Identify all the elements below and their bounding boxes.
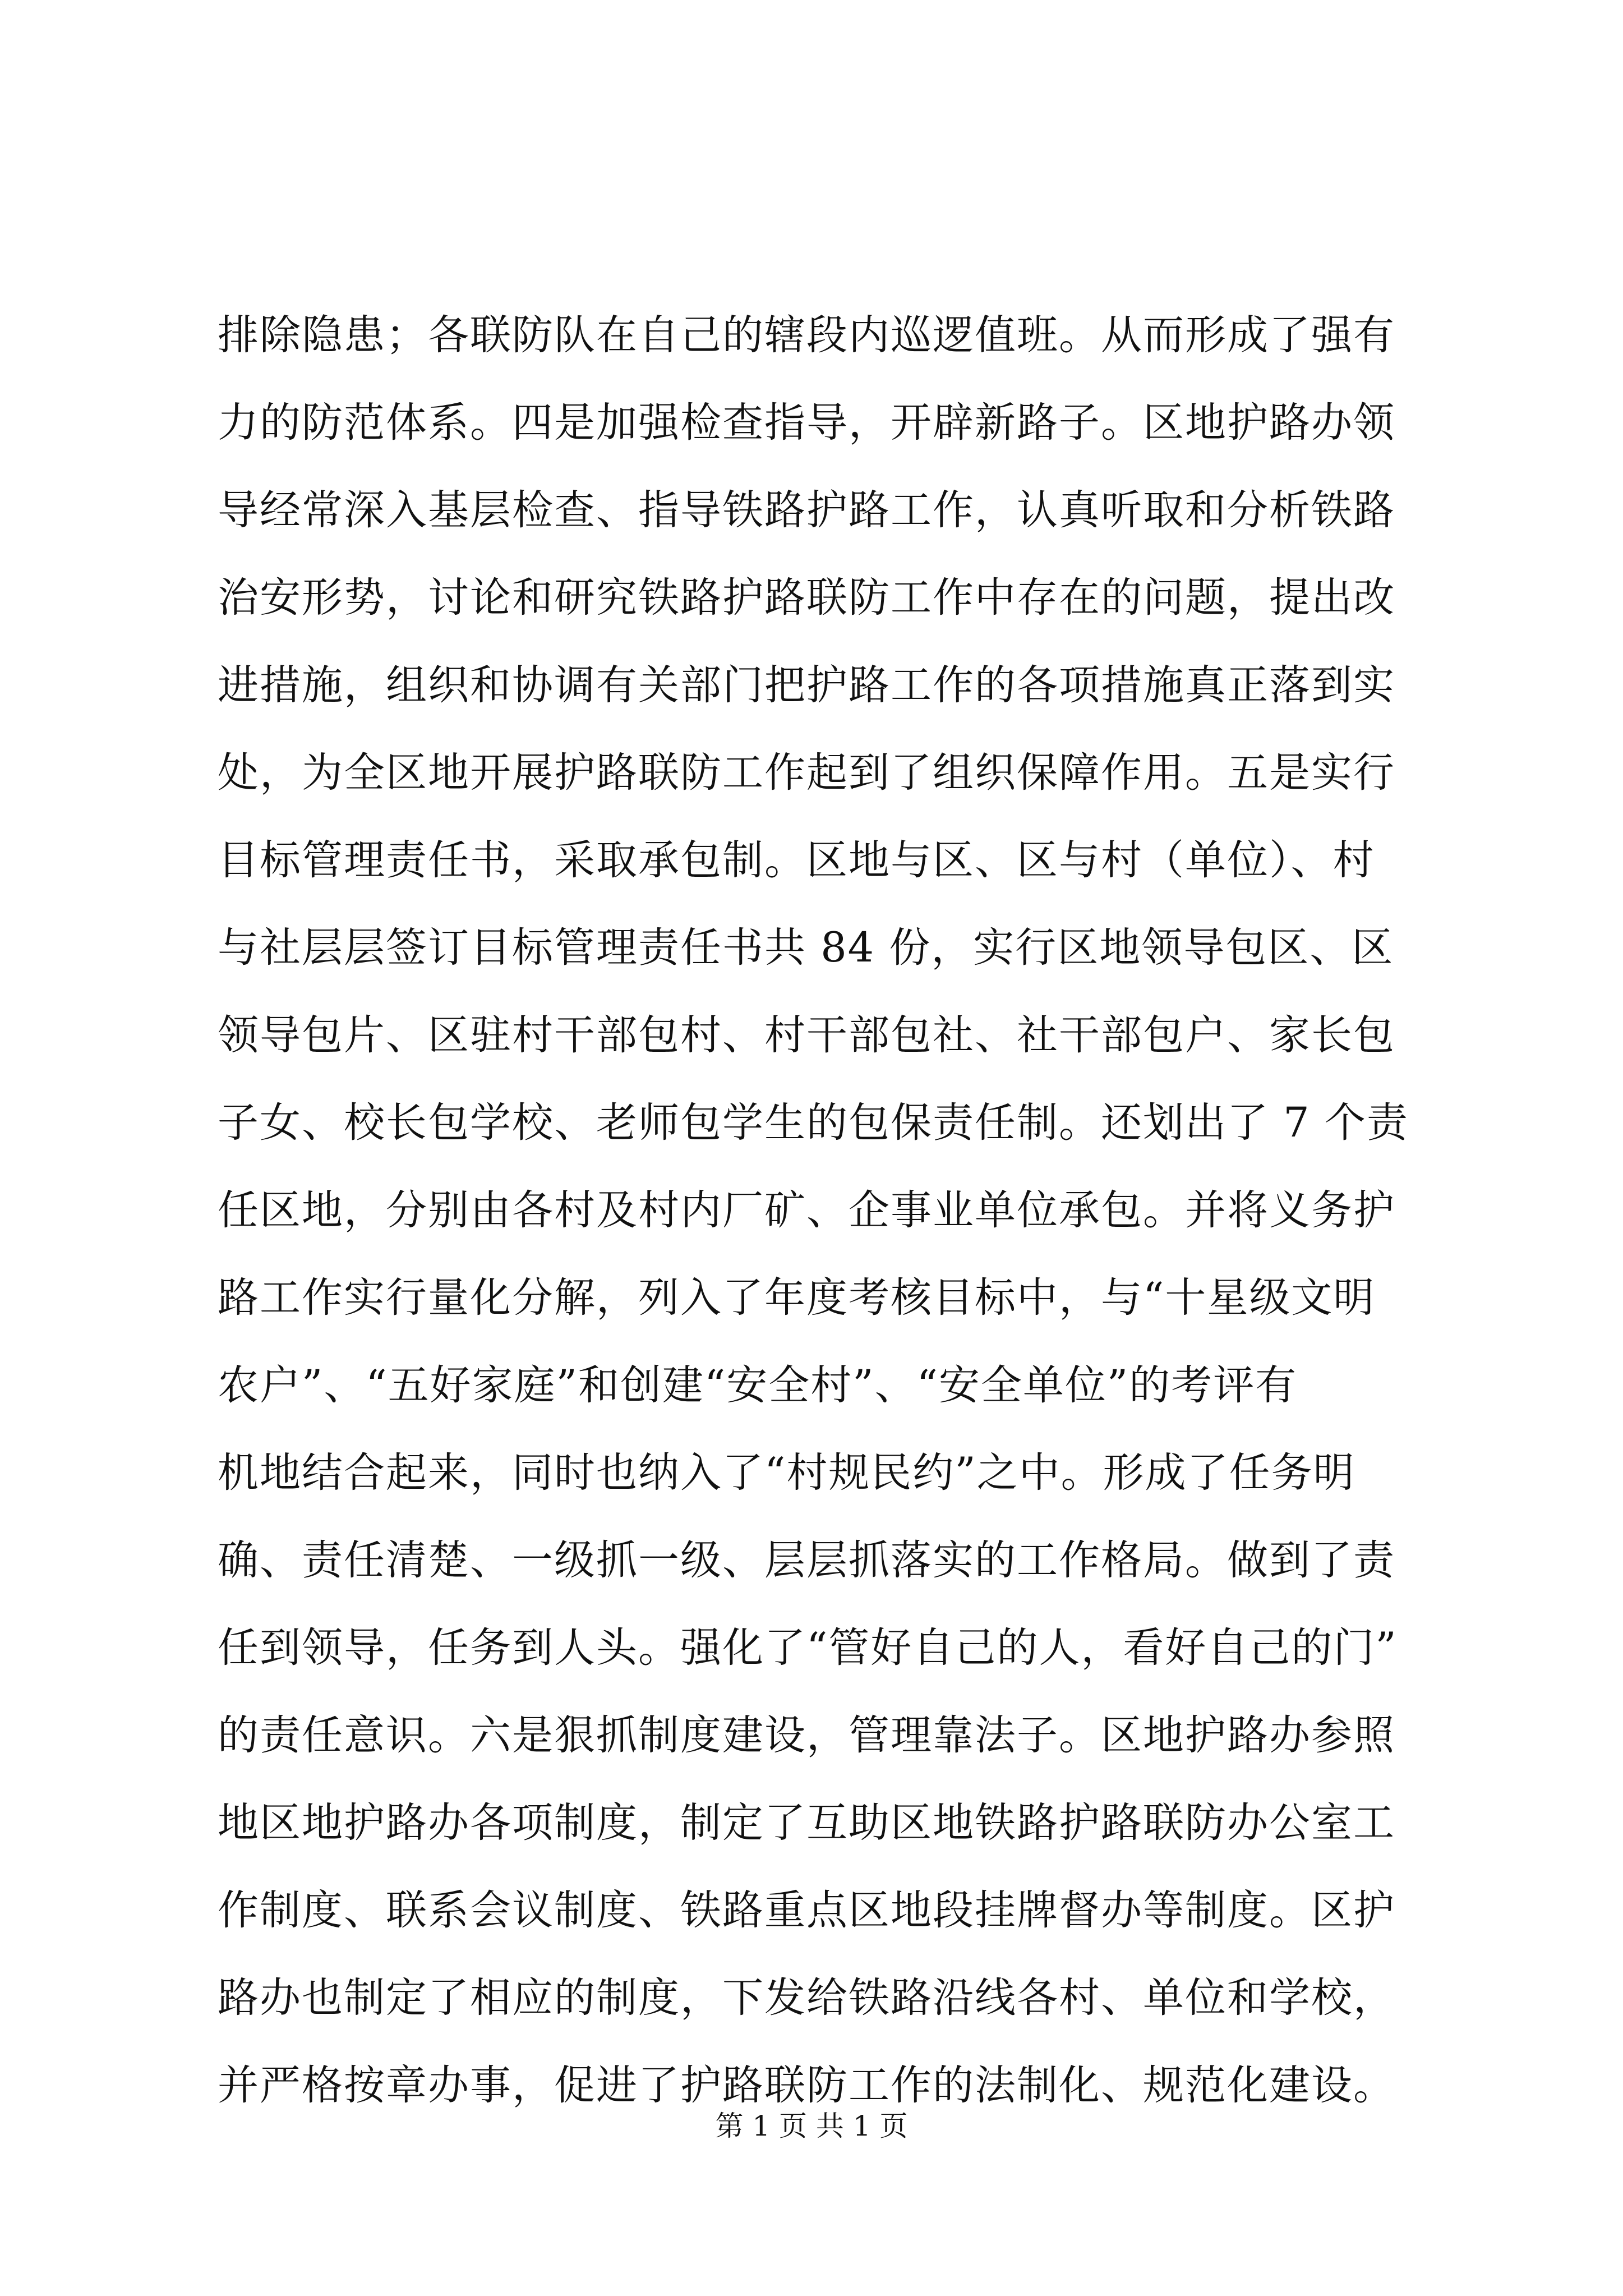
text-line: 路办也制定了相应的制度，下发给铁路沿线各村、单位和学校， bbox=[218, 1974, 1395, 2022]
text-line: 处，为全区地开展护路联防工作起到了组织保障作用。五是实行 bbox=[218, 749, 1395, 797]
text-line: 的责任意识。六是狠抓制度建设，管理靠法子。区地护路办参照 bbox=[218, 1711, 1395, 1759]
body-text bbox=[218, 292, 1451, 2129]
text-line: 力的防范体系。四是加强检查指导，开辟新路子。区地护路办领 bbox=[218, 399, 1395, 447]
text-line: 领导包片、区驻村干部包村、村干部包社、社干部包户、家长包 bbox=[218, 1011, 1395, 1059]
text-line: 治安形势，讨论和研究铁路护路联防工作中存在的问题，提出改 bbox=[218, 574, 1395, 622]
text-line: 路工作实行量化分解，列入了年度考核目标中，与“十星级文明 bbox=[218, 1274, 1376, 1322]
text-line: 目标管理责任书，采取承包制。区地与区、区与村（单位）、村 bbox=[218, 836, 1375, 884]
text-line: 任区地，分别由各村及村内厂矿、企事业单位承包。并将义务护 bbox=[218, 1186, 1395, 1234]
text-line: 子女、校长包学校、老师包学生的包保责任制。还划出了 7 个责 bbox=[218, 1099, 1409, 1147]
text-line: 任到领导，任务到人头。强化了“管好自己的人，看好自己的门” bbox=[218, 1624, 1398, 1672]
text-line: 与社层层签订目标管理责任书共 84 份，实行区地领导包区、区 bbox=[218, 924, 1394, 972]
text-line: 排除隐患；各联防队在自己的辖段内巡逻值班。从而形成了强有 bbox=[218, 311, 1395, 359]
text-line: 农户”、“五好家庭”和创建“安全村”、“安全单位”的考评有 bbox=[218, 1361, 1298, 1409]
text-line: 导经常深入基层检查、指导铁路护路工作，认真听取和分析铁路 bbox=[218, 486, 1395, 534]
text-line: 机地结合起来，同时也纳入了“村规民约”之中。形成了任务明 bbox=[218, 1449, 1355, 1497]
text-line: 确、责任清楚、一级抓一级、层层抓落实的工作格局。做到了责 bbox=[218, 1536, 1395, 1584]
text-line: 进措施，组织和协调有关部门把护路工作的各项措施真正落到实 bbox=[218, 661, 1395, 709]
text-line: 作制度、联系会议制度、铁路重点区地段挂牌督办等制度。区护 bbox=[218, 1887, 1395, 1934]
text-line: 地区地护路办各项制度，制定了互助区地铁路护路联防办公室工 bbox=[218, 1799, 1395, 1847]
page-number-footer: 第 1 页 共 1 页 bbox=[715, 2110, 908, 2142]
text-line: 并严格按章办事，促进了护路联防工作的法制化、规范化建设。 bbox=[218, 2062, 1395, 2109]
